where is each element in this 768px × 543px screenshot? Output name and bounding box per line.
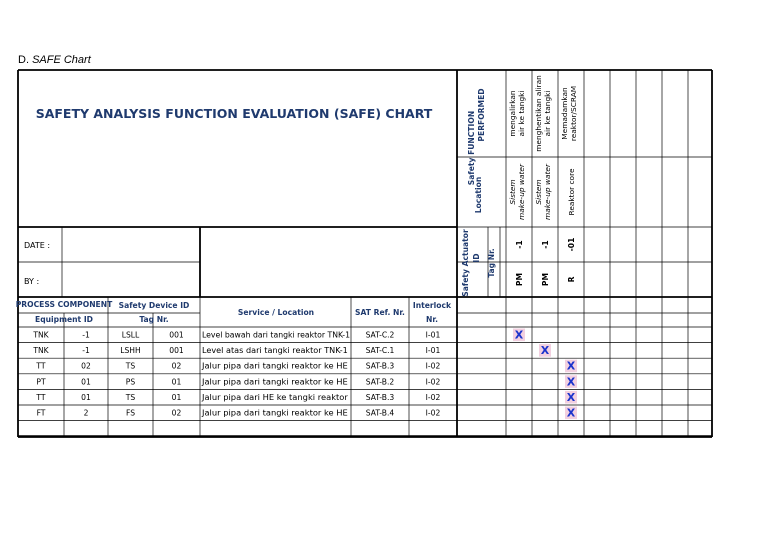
equipment-type-cell: TNK [33,330,49,340]
equipment-nr-cell: 2 [83,408,89,418]
device-nr-cell: 01 [171,377,182,387]
action-mark: X [540,344,550,358]
service-location-cell: Jalur pipa dari HE ke tangki reaktor [200,392,349,402]
actuator-id-text: -1 [541,240,550,249]
equipment-nr-cell: 01 [81,392,91,402]
location-header: Location [474,176,483,214]
actuator-id-text: -01 [567,237,576,252]
sat-ref-header: SAT Ref. Nr. [355,308,405,317]
sat-ref-cell: SAT-C.2 [365,330,395,340]
section-name: SAFE Chart [32,54,91,66]
service-location-header: Service / Location [237,308,315,317]
date-label: DATE : [24,241,51,250]
interlock-header-line1: Interlock [412,301,452,310]
device-nr-cell: 02 [171,408,182,418]
actuator-id-header-line1: Safety Actuator [461,229,470,297]
equipment-nr-cell: 02 [81,361,91,371]
interlock-cell: I-02 [425,361,441,371]
action-mark: X [514,328,524,342]
sat-ref-cell: SAT-B.3 [365,361,395,371]
equipment-type-cell: TT [36,361,46,371]
actuator-id-header-line2: ID [472,253,481,263]
function-header-line1: Safety FUNCTION [467,110,476,186]
function-header-line2: PERFORMED [477,88,486,142]
device-nr-cell: 001 [169,346,184,356]
equipment-type-cell: TNK [33,346,49,356]
actuator-tag-text: PM [541,272,550,287]
device-nr-cell: 001 [169,330,184,340]
actuator-tag-text: PM [515,272,524,287]
process-component-header: PROCESS COMPONENT [15,300,113,309]
device-type-cell: LSLL [121,330,140,340]
service-location-cell: Level bawah dari tangki reaktor TNK-1 [202,330,351,340]
interlock-cell: I-02 [425,377,441,387]
interlock-cell: I-02 [425,408,441,418]
tag-nr-header: Tag Nr. [487,248,496,278]
equipment-type-cell: FT [36,408,46,418]
equipment-id-header: Equipment ID [35,315,93,324]
function-text: air ke tangki [517,90,526,137]
equipment-type-cell: PT [36,377,46,387]
function-text: mengalirkan [508,90,517,137]
equipment-nr-cell: 01 [81,377,91,387]
equipment-nr-cell: -1 [82,330,90,340]
text-layer [16,88,496,324]
equipment-nr-cell: -1 [82,346,90,356]
sat-ref-cell: SAT-B.2 [365,377,395,387]
location-text: make-up water [517,163,526,221]
service-location-cell: Jalur pipa dari tangki reaktor ke HE [200,361,349,371]
sat-ref-cell: SAT-B.4 [365,408,395,418]
location-text: Sistem [534,179,543,205]
device-type-cell: PS [125,377,136,387]
interlock-header-line2: Nr. [426,315,438,324]
data-layer [32,75,578,420]
service-location-cell: Jalur pipa dari tangki reaktor ke HE [200,377,349,387]
section-prefix: D. [18,54,29,66]
sat-ref-cell: SAT-C.1 [365,346,395,356]
device-type-cell: TS [125,392,136,402]
interlock-cell: I-01 [425,346,441,356]
actuator-tag-text: R [567,276,576,283]
device-type-cell: LSHH [120,346,141,356]
safety-device-id-header: Safety Device ID [118,301,190,310]
function-text: air ke tangki [543,90,552,137]
device-type-cell: FS [125,408,136,418]
interlock-cell: I-02 [425,392,441,402]
service-location-cell: Jalur pipa dari tangki reaktor ke HE [200,408,349,418]
action-mark: X [566,375,576,389]
device-tag-nr-header: Tag Nr. [139,315,169,324]
equipment-type-cell: TT [36,392,46,402]
chart-title: SAFETY ANALYSIS FUNCTION EVALUATION (SAFE) CHART [35,106,433,121]
action-mark: X [566,390,576,404]
service-location-cell: Level atas dari tangki reaktor TNK-1 [202,346,348,356]
function-text: menghentikan aliran [534,75,543,152]
device-nr-cell: 01 [171,392,182,402]
sat-ref-cell: SAT-B.3 [365,392,395,402]
location-text: make-up water [543,163,552,221]
location-text: Sistem [508,179,517,205]
action-mark: X [566,406,576,420]
location-text: Reaktor core [567,168,576,216]
interlock-cell: I-01 [425,330,441,340]
device-type-cell: TS [125,361,136,371]
action-mark: X [566,359,576,373]
actuator-id-text: -1 [515,240,524,249]
function-text: Memadamkan [560,87,569,140]
by-label: BY : [24,277,40,286]
function-text: reaktor/SCRAM [569,85,578,142]
device-nr-cell: 02 [171,361,182,371]
